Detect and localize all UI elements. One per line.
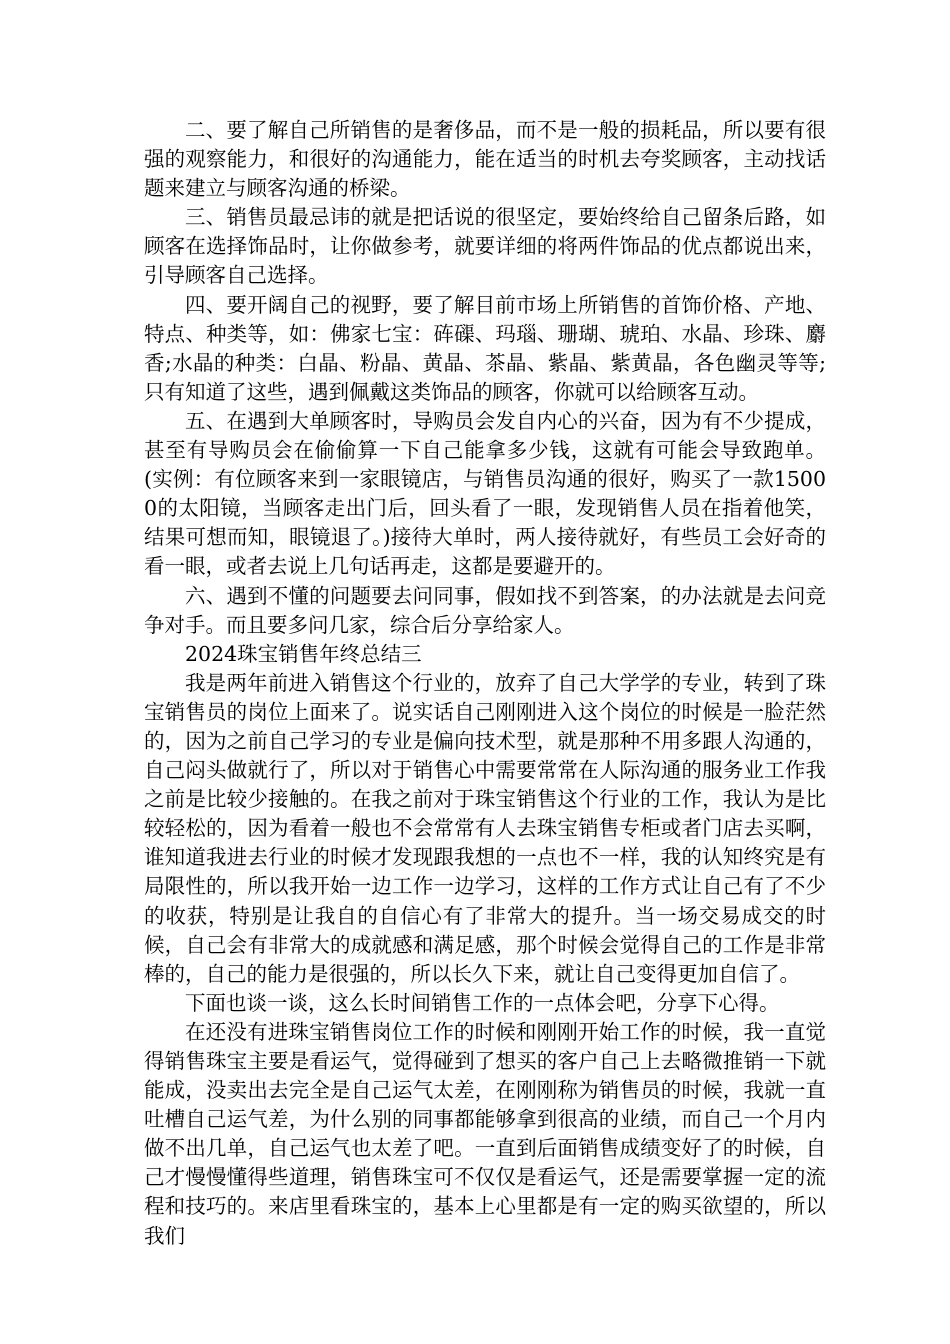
paragraph-point-four: 四、要开阔自己的视野，要了解目前市场上所销售的首饰价格、产地、特点、种类等，如：佛家七宝：砗磲、玛瑙、珊瑚、琥珀、水晶、珍珠、麝香;水晶的种类：白晶、粉晶、黄晶、茶晶、紫晶、紫黄晶，各色幽灵等等;只有知道了这些，遇到佩戴这类饰品的顾客，你就可以给顾客互动。 [144, 292, 826, 404]
paragraph-point-six: 六、遇到不懂的问题要去问同事，假如找不到答案，的办法就是去问竞争对手。而且要多问几家，综合后分享给家人。 [144, 583, 826, 637]
paragraph-intro: 我是两年前进入销售这个行业的，放弃了自己大学学的专业，转到了珠宝销售员的岗位上面来了。说实话自己刚刚进入这个岗位的时候是一脸茫然的，因为之前自己学习的专业是偏向技术型，就是那种不用多跟人沟通的，自己闷头做就行了，所以对于销售心中需要常常在人际沟通的服务业工作我之前是比较少接触的。在我之前对于珠宝销售这个行业的工作，我认为是比较轻松的，因为看着一般也不会常常有人去珠宝销售专柜或者门店去买啊，谁知道我进去行业的时候才发现跟我想的一点也不一样，我的认知终究是有局限性的，所以我开始一边工作一边学习，这样的工作方式让自己有了不少的收获，特别是让我自的自信心有了非常大的提升。当一场交易成交的时候，自己会有非常大的成就感和满足感，那个时候会觉得自己的工作是非常棒的，自己的能力是很强的，所以长久下来，就让自己变得更加自信了。 [144, 670, 826, 986]
paragraph-experience-lead: 下面也谈一谈，这么长时间销售工作的一点体会吧，分享下心得。 [185, 990, 780, 1015]
paragraph-point-two: 二、要了解自己所销售的是奢侈品，而不是一般的损耗品，所以要有很强的观察能力，和很好的沟通能力，能在适当的时机去夸奖顾客，主动找话题来建立与顾客沟通的桥梁。 [144, 118, 826, 201]
paragraph-experience: 在还没有进珠宝销售岗位工作的时候和刚刚开始工作的时候，我一直觉得销售珠宝主要是看运气，觉得碰到了想买的客户自己上去略微推销一下就能成，没卖出去完全是自己运气太差，在刚刚称为销售员的时候，我就一直吐槽自己运气差，为什么别的同事都能够拿到很高的业绩，而自己一个月内做不出几单，自己运气也太差了吧。一直到后面销售成绩变好了的时候，自己才慢慢懂得些道理，销售珠宝可不仅仅是看运气，还是需要掌握一定的流程和技巧的。来店里看珠宝的，基本上心里都是有一定的购买欲望的，所以我们 [144, 1019, 826, 1248]
document-page [144, 116, 826, 1251]
paragraph-point-five: 五、在遇到大单顾客时，导购员会发自内心的兴奋，因为有不少提成，甚至有导购员会在偷偷算一下自己能拿多少钱，这就有可能会导致跑单。(实例：有位顾客来到一家眼镜店，与销售员沟通的很好，购买了一款15000的太阳镜，当顾客走出门后，回头看了一眼，发现销售人员在指着他笑，结果可想而知，眼镜退了。)接待大单时，两人接待就好，有些员工会好奇的看一眼，或者去说上几句话再走，这都是要避开的。 [144, 408, 826, 579]
section-heading: 2024珠宝销售年终总结三 [185, 641, 422, 666]
paragraph-point-three: 三、销售员最忌讳的就是把话说的很坚定，要始终给自己留条后路，如顾客在选择饰品时，让你做参考，就要详细的将两件饰品的优点都说出来，引导顾客自己选择。 [144, 205, 826, 288]
